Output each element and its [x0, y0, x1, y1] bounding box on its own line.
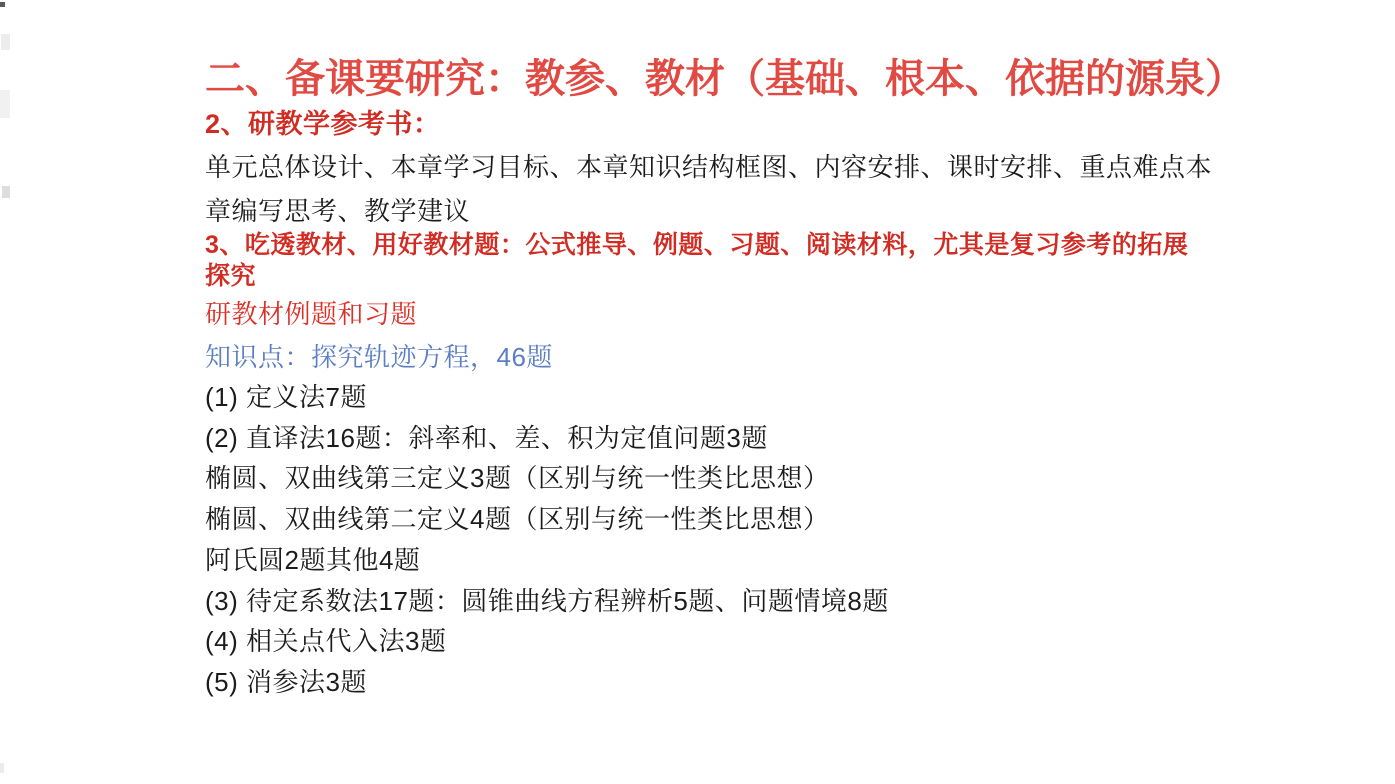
list-item: (3) 待定系数法17题：圆锥曲线方程辨析5题、问题情境8题 — [205, 585, 889, 616]
method-list — [205, 377, 889, 703]
video-edge-artifact — [0, 763, 4, 773]
video-edge-artifact — [0, 90, 10, 118]
list-item: (4) 相关点代入法3题 — [205, 626, 447, 657]
video-edge-artifact — [1, 34, 10, 50]
point2-heading: 2、研教学参考书： — [205, 109, 441, 139]
video-edge-artifact — [2, 186, 10, 198]
list-item: 椭圆、双曲线第三定义3题（区别与统一性类比思想） — [205, 463, 830, 494]
list-item: 阿氏圆2题其他4题 — [205, 544, 421, 575]
point2-body-line-1: 单元总体设计、本章学习目标、本章知识结构框图、内容安排、课时安排、重点难点本 — [205, 152, 1213, 182]
slide-title: 二、备课要研究：教参、教材（基础、根本、依据的源泉） — [205, 57, 1245, 101]
list-item: (1) 定义法7题 — [205, 382, 367, 412]
point3-heading-line-1: 3、吃透教材、用好教材题：公式推导、例题、习题、阅读材料，尤其是复习参考的拓展 — [205, 231, 1189, 259]
list-item: (5) 消参法3题 — [205, 666, 367, 697]
video-edge-artifact — [0, 2, 5, 7]
knowledge-point-label: 知识点：探究轨迹方程，46题 — [205, 342, 553, 372]
list-item: 椭圆、双曲线第二定义4题（区别与统一性类比思想） — [205, 504, 830, 535]
list-item: (2) 直译法16题：斜率和、差、积为定值问题3题 — [205, 422, 768, 453]
point3-heading-line-2: 探究 — [205, 262, 257, 290]
point3-subheading: 研教材例题和习题 — [205, 299, 418, 329]
point2-body-line-2: 章编写思考、教学建议 — [205, 196, 471, 226]
